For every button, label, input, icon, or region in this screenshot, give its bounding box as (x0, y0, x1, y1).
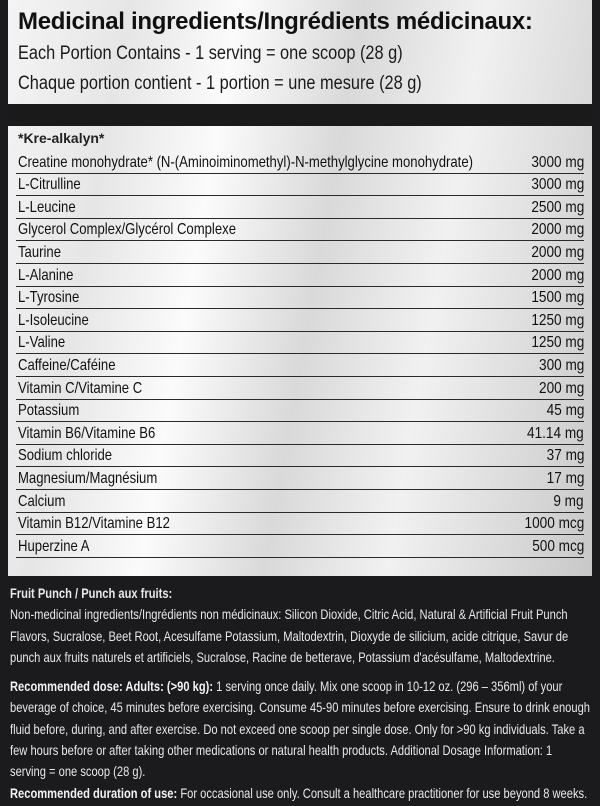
ingredient-amount: 3000 mg (531, 176, 584, 194)
ingredient-name: Vitamin B6/Vitamine B6 (18, 424, 156, 442)
ingredients-table (16, 151, 584, 558)
ingredient-amount: 500 mcg (531, 537, 584, 555)
recommended-duration (10, 783, 590, 804)
dose-text: 1 serving once daily. Mix one scoop in 10-12 oz. (296 – 356ml) of your beverage of choice, 45 minutes before exercising. Consume 45-90 minutes before exercising. Ensure to drink enough fluid before, during, and after exercise. Do not exceed one scoop per single dose. Only for >90 kg individuals. Take a few hours before or after taking other medications or natural health products. Additional Dosage Information: 1 serving = one scoop (28 g). (10, 679, 590, 780)
portion-french: Chaque portion contient - 1 portion = une mesure (28 g) (18, 73, 422, 94)
ingredient-amount: 1500 mg (531, 289, 584, 307)
ingredient-name: Magnesium/Magnésium (18, 469, 158, 487)
ingredient-amount: 1250 mg (531, 311, 584, 329)
ingredient-row (16, 309, 584, 332)
ingredient-amount: 2000 mg (531, 243, 584, 261)
ingredient-name: Glycerol Complex/Glycérol Complexe (18, 221, 237, 239)
ingredient-row (16, 445, 584, 468)
spacer (10, 668, 590, 676)
ingredient-row (16, 513, 584, 536)
portion-english: Each Portion Contains - 1 serving = one scoop (28 g) (18, 43, 403, 64)
flavor-name: Fruit Punch / Punch aux fruits: (10, 586, 173, 601)
recommended-dose (10, 676, 590, 782)
ingredient-amount: 45 mg (546, 402, 584, 420)
ingredient-row (16, 422, 584, 445)
ingredient-amount: 1250 mg (531, 334, 584, 352)
ingredient-amount: 300 mg (538, 356, 584, 374)
ingredient-name: Sodium chloride (18, 447, 113, 465)
medicinal-ingredients-panel (8, 0, 592, 576)
ingredient-name: L-Alanine (18, 266, 74, 284)
ingredient-amount: 3000 mg (531, 153, 584, 171)
duration-text: For occasional use only. Consult a healthcare practitioner for use beyond 8 weeks. (177, 785, 588, 801)
ingredient-name: L-Citrulline (18, 176, 81, 194)
ingredient-row (16, 490, 584, 513)
ingredient-name: Potassium (18, 402, 80, 420)
ingredient-name: L-Valine (18, 334, 66, 352)
header-divider-bar (8, 104, 592, 126)
ingredient-amount: 37 mg (546, 447, 584, 465)
ingredient-row (16, 241, 584, 264)
ingredient-row (16, 400, 584, 423)
ingredient-name: Caffeine/Caféine (18, 356, 116, 374)
dose-label: Recommended dose: Adults: (>90 kg): (10, 679, 214, 695)
ingredient-row (16, 219, 584, 242)
ingredient-name: Huperzine A (18, 537, 90, 555)
ingredient-name: Taurine (18, 243, 62, 261)
ingredient-row (16, 287, 584, 310)
ingredient-row (16, 535, 584, 558)
ingredient-name: Vitamin C/Vitamine C (18, 379, 143, 397)
ingredient-row (16, 151, 584, 174)
ingredient-amount: 9 mg (553, 492, 584, 510)
ingredient-name: L-Isoleucine (18, 311, 89, 329)
ingredient-row (16, 377, 584, 400)
ingredient-row (16, 354, 584, 377)
product-details (10, 583, 590, 804)
non-medicinal-ingredients: Non-medicinal ingredients/Ingrédients non médicinaux: Silicon Dioxide, Citric Acid, Natural & Artificial Fruit Punch Flavors, Sucralose, Beet Root, Acesulfame Potassium, Maltodextrin, Dioxyde de silicium, acide citrique, Savur de punch aux fruits naturels et artificiels, Sucralose, Racine de betterave, Potassium d'acésulfame, Maltodextrine. (10, 607, 569, 665)
ingredient-name: L-Leucine (18, 198, 76, 216)
ingredient-row (16, 174, 584, 197)
ingredient-amount: 2000 mg (531, 266, 584, 284)
ingredient-amount: 41.14 mg (527, 424, 584, 442)
ingredient-amount: 2000 mg (531, 221, 584, 239)
ingredient-amount: 200 mg (538, 379, 584, 397)
ingredient-name: L-Tyrosine (18, 289, 80, 307)
ingredient-name: Vitamin B12/Vitamine B12 (18, 515, 170, 533)
ingredient-name: Calcium (18, 492, 66, 510)
duration-label: Recommended duration of use: (10, 785, 178, 801)
ingredient-amount: 1000 mcg (524, 515, 584, 533)
panel-title: Medicinal ingredients/Ingrédients médicinaux: (18, 8, 533, 35)
kre-alkalyn-footnote: *Kre-alkalyn* (18, 130, 105, 146)
ingredient-row (16, 196, 584, 219)
ingredient-amount: 17 mg (546, 469, 584, 487)
ingredient-row (16, 264, 584, 287)
ingredient-row (16, 467, 584, 490)
ingredient-row (16, 332, 584, 355)
ingredient-amount: 2500 mg (531, 198, 584, 216)
ingredient-name: Creatine monohydrate* (N-(Aminoiminomethyl)-N-methylglycine monohydrate) (18, 153, 473, 171)
